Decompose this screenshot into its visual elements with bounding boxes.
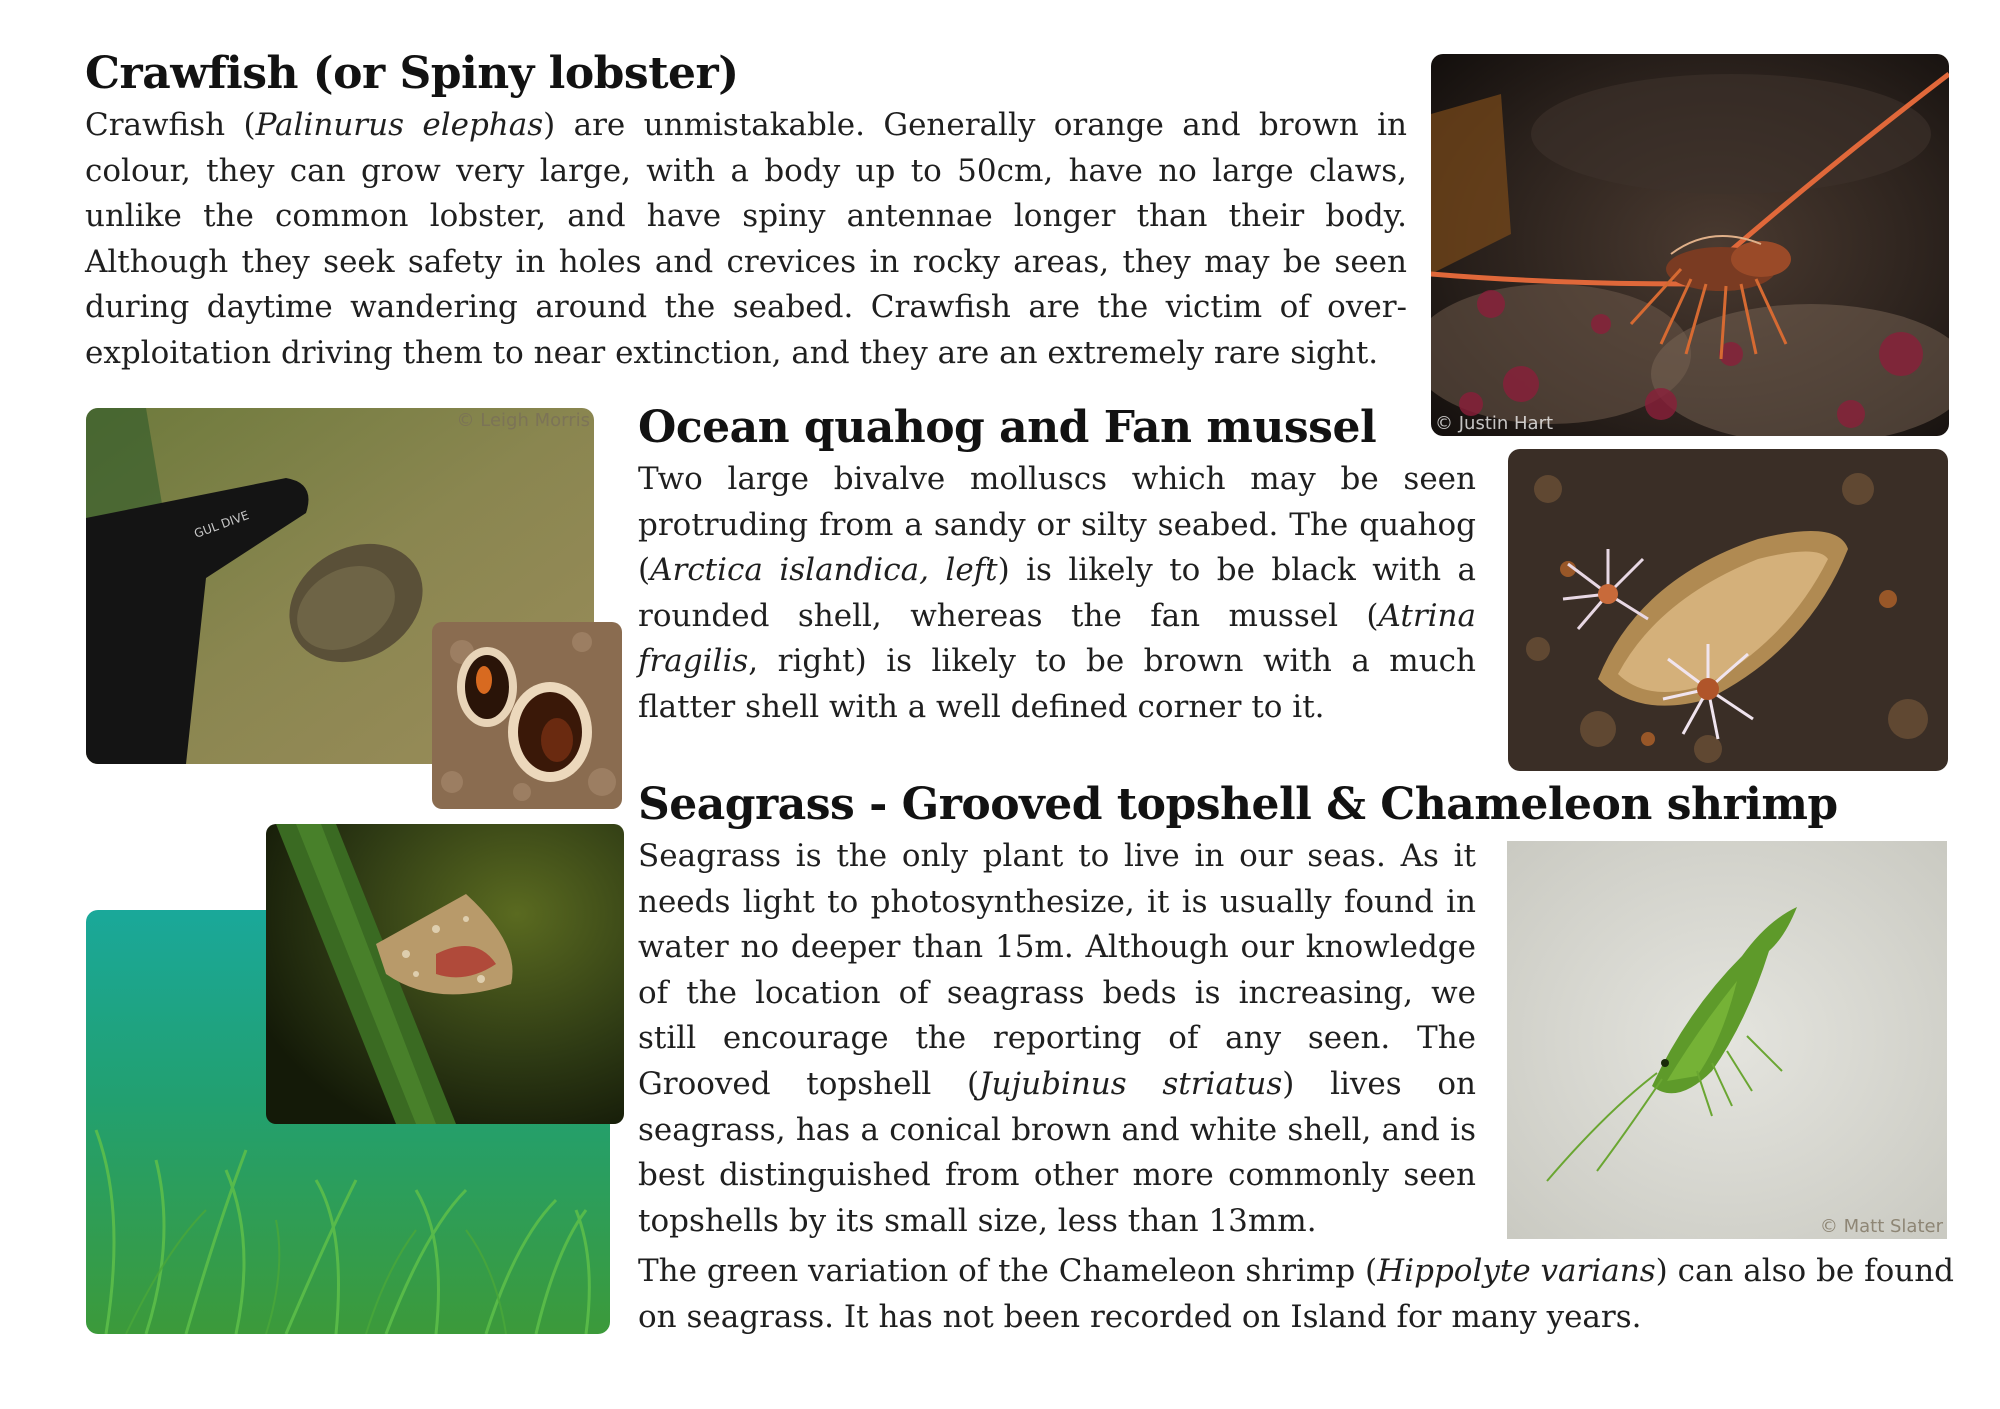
quahog-photo-credit: © Leigh Morris <box>456 410 590 431</box>
siphon-illustration <box>432 622 622 809</box>
bivalves-paragraph <box>638 457 1476 731</box>
crawfish-photo-credit: © Justin Hart <box>1435 413 1554 434</box>
crawfish-paragraph <box>85 103 1407 377</box>
crawfish-heading: Crawfish (or Spiny lobster) <box>85 48 739 99</box>
quahog-siphon-photo <box>432 622 622 809</box>
shrimp-illustration <box>1507 841 1947 1239</box>
bivalves-heading: Ocean quahog and Fan mussel <box>638 402 1377 453</box>
text-run: , right) is likely to be brown with a much flatter shell with a well defined corner to it. <box>638 643 1476 725</box>
italic-term: Hippolyte varians <box>1377 1253 1656 1289</box>
italic-term: Palinurus elephas <box>255 107 544 143</box>
fan-mussel-photo <box>1508 449 1948 771</box>
italic-term: Atrina fragilis <box>638 597 1476 680</box>
chameleon-shrimp-photo <box>1507 841 1947 1239</box>
italic-term: Jujubinus striatus <box>979 1065 1283 1102</box>
grooved-topshell-photo <box>266 824 624 1124</box>
text-run: ) is likely to be black with a rounded shell, whereas the fan mussel ( <box>638 552 1477 634</box>
shrimp-photo-credit: © Matt Slater <box>1819 1216 1943 1237</box>
crawfish-illustration <box>1431 54 1949 436</box>
text-run: ) are unmistakable. Generally orange and brown in colour, they can grow very large, with a body up to 50cm, have no large claws, unlike the common lobster, and have spiny antennae longer than their body. Although they seek safety in holes and crevices in rocky areas, they may be seen during daytime wandering around the seabed. Crawfish are the victim of over-exploitation driving them to near extinction, and they are an extremely rare sight. <box>85 107 1407 371</box>
svg-text:GUL DIVE: GUL DIVE <box>192 508 251 541</box>
crawfish-photo <box>1431 54 1949 436</box>
seagrass-paragraph <box>638 834 1476 1244</box>
text-run: ) lives on seagrass, has a conical brown and white shell, and is best distinguished from other more commonly seen topshells by its small size, less than 13mm. <box>638 1065 1476 1239</box>
text-run: ) can also be found on seagrass. It has not been recorded on Island for many years. <box>638 1253 1955 1335</box>
chameleon-shrimp-paragraph <box>638 1249 1968 1340</box>
topshell-illustration <box>266 824 624 1124</box>
text-run: Crawfish ( <box>85 107 256 143</box>
seagrass-heading: Seagrass - Grooved topshell & Chameleon shrimp <box>638 779 1838 830</box>
text-run: Two large bivalve molluscs which may be seen protruding from a sandy or silty seabed. The quahog ( <box>638 461 1476 589</box>
text-run: The green variation of the Chameleon shrimp ( <box>638 1253 1378 1289</box>
italic-term: Arctica islandica, left <box>650 552 998 589</box>
text-run: Seagrass is the only plant to live in our seas. As it needs light to photosynthesize, it is usually found in water no deeper than 15m. Although our knowledge of the location of seagrass beds is increasing, we still encourage the reporting of any seen. The Grooved topshell ( <box>638 838 1476 1102</box>
fan-mussel-illustration <box>1508 449 1948 771</box>
